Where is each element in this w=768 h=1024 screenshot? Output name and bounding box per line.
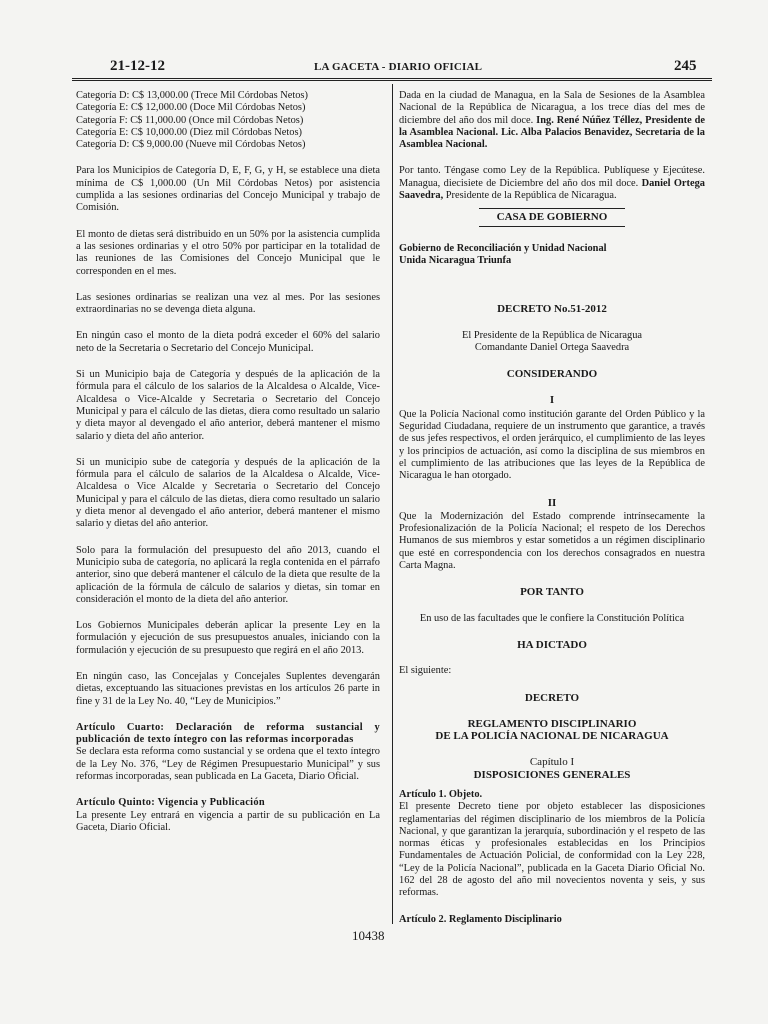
paragraph: Solo para la formulación del presupuesto del año 2013, cuando el Municipio suba de categoría, no aplicará la regla contenida en el párrafo anterior, sino que deberá mantener el cálculo de la dieta que resulte de la aplicación de la fórmula de cálculo de salarios y dietas, sin tomar en consideración el monto de la dieta del año anterior.: [76, 544, 380, 605]
right-column: [399, 90, 705, 926]
president-title: Presidente de la República de Nicaragua.: [445, 190, 617, 202]
ha-dictado-heading: HA DICTADO: [517, 638, 587, 651]
left-column: [76, 90, 380, 848]
roman-numeral: I: [549, 394, 555, 407]
section-casa-de-gobierno: CASA DE GOBIERNO: [399, 208, 705, 226]
decree-number: DECRETO No.51-2012: [497, 303, 607, 316]
paragraph: Para los Municipios de Categoría D, E, F, G, y H, se establece una dieta mínima de C$ 1,000.00 (Un Mil Córdobas Netos) por asistencia cumplida a las sesiones ordinarias del Concejo Municipal y trabajo de Comisión.: [76, 165, 380, 214]
category-line: Categoría D: C$ 13,000.00 (Trece Mil Córdobas Netos): [76, 90, 308, 101]
article-1-title: Artículo 1. Objeto.: [399, 788, 483, 800]
considerando-heading: CONSIDERANDO: [506, 368, 598, 381]
president-name: Daniel Ortega Saavedra,: [399, 177, 705, 202]
signatories: Ing. René Núñez Téllez, Presidente de la Asamblea Nacional. Lic. Alba Palacios Benavidez, Secretaria de la Asamblea Nacional.: [399, 114, 705, 151]
por-tanto-heading: POR TANTO: [520, 586, 584, 599]
roman-numeral: II: [547, 496, 557, 509]
footer-page-number: 10438: [352, 928, 385, 943]
paragraph: El monto de dietas será distribuido en un 50% por la asistencia cumplida a las sesiones ordinarias y el otro 50% por participar en la totalidad de las reuniones de las Comisiones del Concejo Municipal que le corresponden en el mes.: [76, 228, 380, 277]
enactment-paragraph: [399, 90, 705, 151]
article-5-text: La presente Ley entrará en vigencia a partir de su publicación en La Gaceta, Diario Oficial.: [76, 809, 380, 833]
paragraph: En ningún caso el monto de la dieta podrá exceder el 60% del salario neto de la Secretaria o Secretario del Concejo Municipal.: [76, 330, 380, 354]
article-4-text: Se declara esta reforma como sustancial y se ordena que el texto íntegro de la Ley No. 376, “Ley de Régimen Presupuestario Municipal” y sus reformas incorporadas, sean publicada en La Gaceta, Diario Oficial.: [76, 746, 380, 783]
paragraph: Los Gobiernos Municipales deberán aplicar la presente Ley en la formulación y ejecución de sus presupuestos anuales, iniciando con la formulación y ejecución de su presupuesto que regirá en el año 2013.: [76, 620, 380, 656]
column-divider: [392, 84, 393, 924]
header-title: LA GACETA - DIARIO OFICIAL: [314, 61, 483, 73]
government-motto: Gobierno de Reconciliación y Unidad Nacional Unida Nicaragua Triunfa: [399, 242, 607, 266]
header-rule: [72, 78, 712, 81]
decreto-heading: DECRETO: [524, 691, 580, 704]
article-2-title: Artículo 2. Reglamento Disciplinario: [399, 913, 562, 925]
considerando-2: Que la Modernización del Estado comprende intrínsecamente la Profesionalización de la Policía Nacional; el respeto de los Derechos Humanos de sus miembros y estar sometidos a un régimen disciplinario que esté en correspondencia con los derechos consagrados en nuestra Carta Magna.: [399, 510, 705, 572]
category-line: Categoría F: C$ 11,000.00 (Once mil Córdobas Netos): [76, 114, 304, 126]
category-line: Categoría E: C$ 10,000.00 (Diez mil Córdobas Netos): [76, 126, 302, 138]
category-line: Categoría D: C$ 9,000.00 (Nueve mil Córdobas Netos): [76, 139, 306, 151]
regulation-title: REGLAMENTO DISCIPLINARIO DE LA POLICÍA NACIONAL DE NICARAGUA: [435, 717, 669, 743]
paragraph: Si un Municipio baja de Categoría y después de la aplicación de la fórmula para el cálculo de los salarios de la Alcaldesa o Alcalde, Vice-Alcaldesa o Vice-Alcalde y Secretaria o Secretario del Concejo Municipal y para el cálculo de las dietas, diera como resultado un salario y dieta mayor al devengado el año anterior, deberá mantener el mismo salario y dieta del año anterior.: [76, 369, 380, 442]
paragraph: Si un municipio sube de categoría y después de la aplicación de la fórmula para el cálculo de salarios de la Alcaldesa o Alcalde, Vice-Alcaldesa o Vice Alcalde y Secretaria o Secretario del Concejo Municipal y para el cálculo de las dietas, diera como resultado un salario y dieta menor al devengado el año anterior, deberá mantener el mismo salario y dietas del año anterior.: [76, 456, 380, 530]
article-5-title: Artículo Quinto: Vigencia y Publicación: [76, 797, 265, 809]
faculties-line: En uso de las facultades que le confiere la Constitución Política: [419, 612, 685, 624]
article-4-title: Artículo Cuarto: Declaración de reforma sustancial y publicación de texto íntegro con las reformas incorporadas: [76, 721, 380, 746]
page-header: [72, 58, 712, 78]
president-heading: El Presidente de la República de Nicaragua Comandante Daniel Ortega Saavedra: [461, 329, 643, 353]
header-page-number: 245: [674, 58, 697, 74]
chapter-heading: Capítulo I DISPOSICIONES GENERALES: [473, 756, 631, 781]
category-line: Categoría E: C$ 12,000.00 (Doce Mil Córdobas Netos): [76, 102, 306, 114]
siguiente-line: El siguiente:: [399, 665, 452, 677]
category-list: [76, 90, 380, 151]
paragraph: En ningún caso, las Concejalas y Concejales Suplentes devengarán dietas, exceptuando las situaciones previstas en los artículos 26 parte in fine y 31 de la Ley No. 40, “Ley de Municipios.”: [76, 670, 380, 707]
paragraph: Las sesiones ordinarias se realizan una vez al mes. Por las sesiones extraordinarias no se devenga dieta alguna.: [76, 291, 380, 316]
enactment-text: Dada en la ciudad de Managua, en la Sala de Sesiones de la Asamblea Nacional de la República de Nicaragua, a los trece días del mes de diciembre del año dos mil doce.: [399, 90, 705, 126]
promulgation-paragraph: [399, 165, 705, 202]
considerando-1: Que la Policía Nacional como institución garante del Orden Público y la Seguridad Ciudadana, requiere de un instrumento que garantice, a través de sus jefes respectivos, el orden jerárquico, el cumplimiento de las leyes y los principios de actuación, así como la disciplina de sus miembros en el cumplimiento de las atribuciones que las leyes de la República de Nicaragua le han otorgado.: [399, 408, 705, 482]
header-date: 21-12-12: [110, 58, 165, 74]
promulgation-text: Por tanto. Téngase como Ley de la República. Publíquese y Ejecútese. Managua, diecisiete de Diciembre del año dos mil doce.: [399, 165, 705, 189]
article-1-text: El presente Decreto tiene por objeto establecer las disposiciones reglamentarias del régimen disciplinario de los miembros de la Policía Nacional, y que garantizan la jerarquía, subordinación y el respeto de las normas éticas y profesionales establecidas en los Principios Fundamentales de Actuación Policial, de conformidad con la Ley 228, “Ley de la Policía Nacional”, publicada en la Gaceta Diario Oficial No. 162 del 28 de agosto del año mil novecientos noventa y seis, y sus reformas.: [399, 801, 705, 899]
